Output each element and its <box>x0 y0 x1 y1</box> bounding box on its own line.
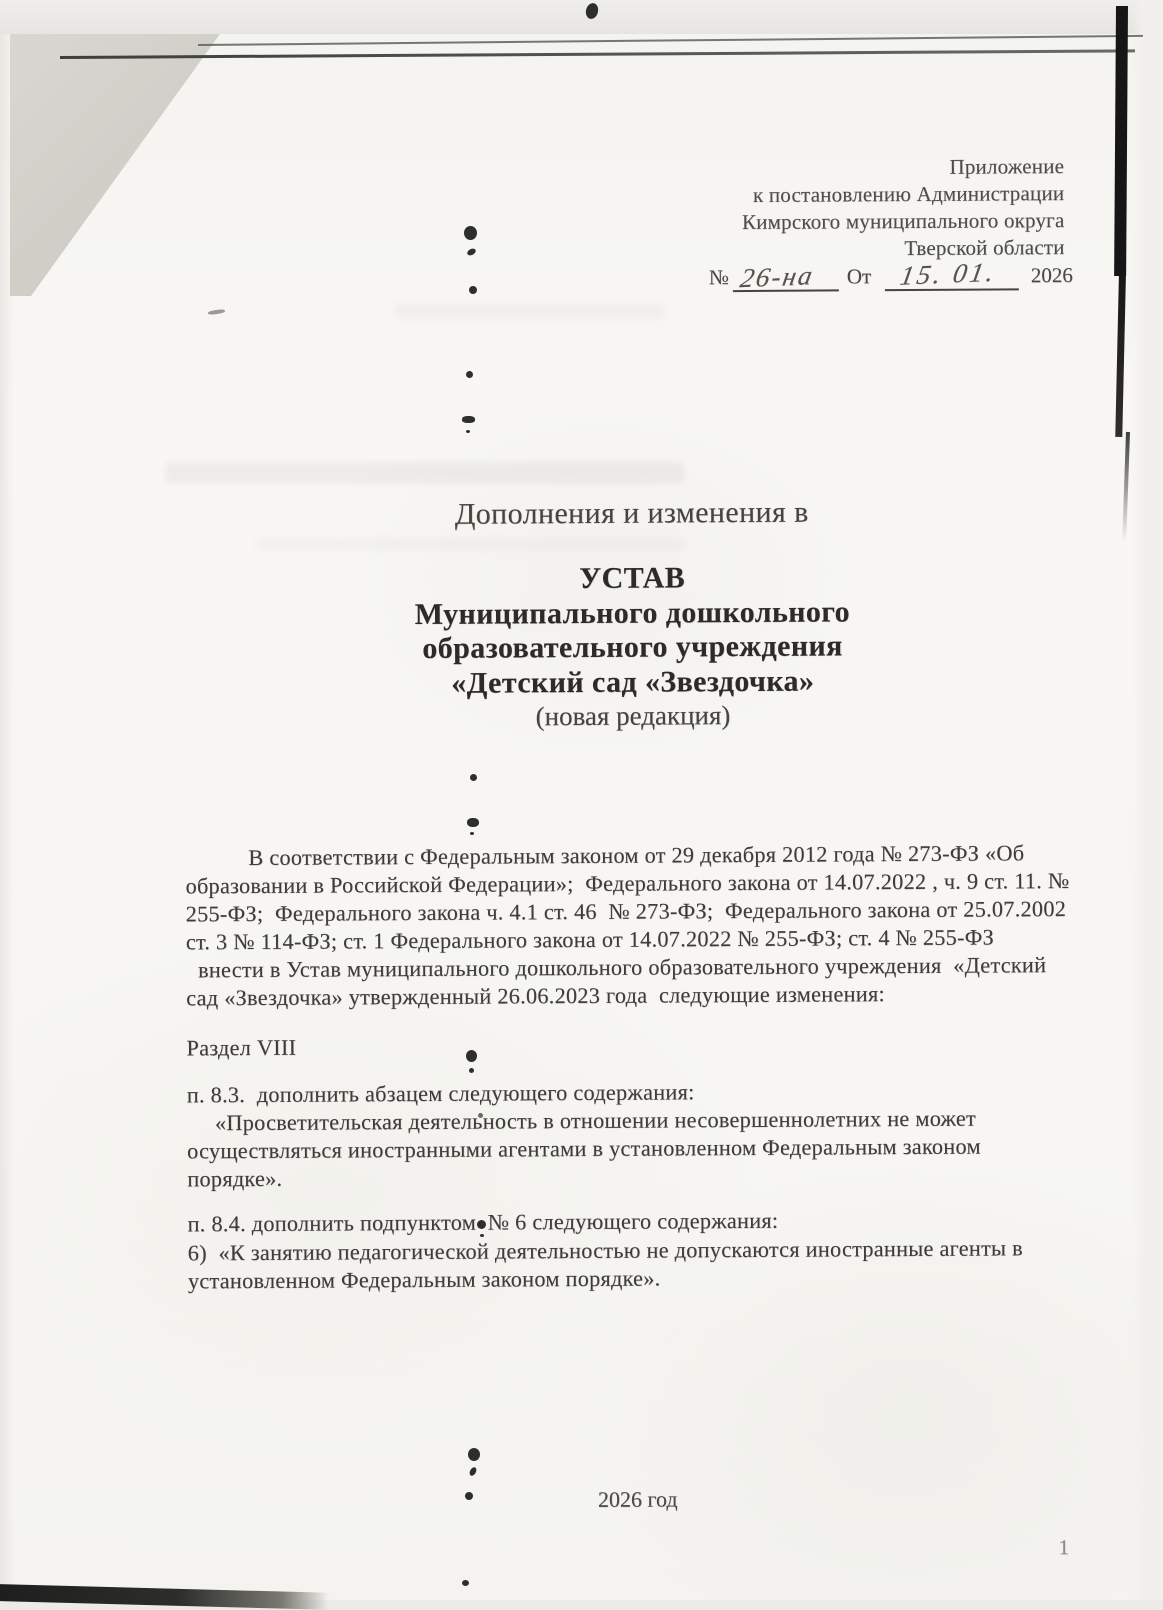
document-title <box>184 559 1082 702</box>
text-line: В соответствии с Федеральным законом от 29 декабря 2012 года № 273-ФЗ «Об <box>248 840 1025 871</box>
text-line: образовательного учреждения <box>422 629 843 665</box>
handwritten-number: 26-на <box>738 260 817 294</box>
text-line: «Просветительская деятельность в отношении несовершеннолетних не может <box>214 1105 977 1136</box>
document-title-note: (новая редакция) <box>535 700 731 732</box>
year-text: 2026 <box>1030 262 1073 288</box>
text-line: к постановлению Администрации <box>752 181 1065 207</box>
text-line: УСТАВ <box>579 561 686 596</box>
text-line: ст. 3 № 114-ФЗ; ст. 1 Федерального закона от 14.07.2022 № 255-ФЗ; ст. 4 № 255-ФЗ <box>185 924 995 955</box>
text-line: 6) «К занятию педагогической деятельностью не допускаются иностранные агенты в <box>187 1234 1023 1266</box>
footer-year: 2026 год <box>597 1486 678 1512</box>
header-block <box>616 153 1065 264</box>
number-sign: № <box>708 265 729 290</box>
section-label: Раздел VIII <box>186 1034 297 1061</box>
text-line: 255-ФЗ; Федерального закона ч. 4.1 ст. 46 № 273-ФЗ; Федерального закона от 25.07.2002 <box>185 896 1067 927</box>
text-line: Тверской области <box>904 235 1065 261</box>
from-label: От <box>846 264 872 289</box>
text-line: «Детский сад «Звездочка» <box>451 664 815 700</box>
text-line: установленном Федеральным законом порядке». <box>187 1265 661 1294</box>
document-subtitle: Дополнения и изменения в <box>454 495 809 531</box>
text-line: порядке». <box>187 1165 283 1192</box>
document-number-row <box>709 255 1089 293</box>
amendment-item-8-4 <box>187 1205 1023 1296</box>
text-line: образовании в Российской Федерации»; Федерального закона от 14.07.2022 , ч. 9 ст. 11. № <box>185 868 1070 899</box>
text-line: Приложение <box>949 154 1065 179</box>
text-line: сад «Звездочка» утвержденный 26.06.2023 года следующие изменения: <box>186 981 885 1011</box>
text-line: Кимрского муниципального округа <box>741 208 1065 235</box>
text-line: Муниципального дошкольного <box>414 594 851 631</box>
text-line: п. 8.3. дополнить абзацем следующего содержания: <box>186 1079 695 1108</box>
text-line: осуществляться иностранными агентами в установленном Федеральным законом <box>187 1133 981 1164</box>
text-line: п. 8.4. дополнить подпунктом № 6 следующего содержания: <box>187 1207 779 1237</box>
amendment-item-8-3 <box>187 1077 981 1194</box>
text-line: внести в Устав муниципального дошкольного образовательного учреждения «Детский <box>197 952 1047 983</box>
page-number: 1 <box>1058 1535 1070 1560</box>
handwritten-date: 15. 01. <box>897 256 1000 291</box>
intro-paragraph <box>185 839 1070 1012</box>
